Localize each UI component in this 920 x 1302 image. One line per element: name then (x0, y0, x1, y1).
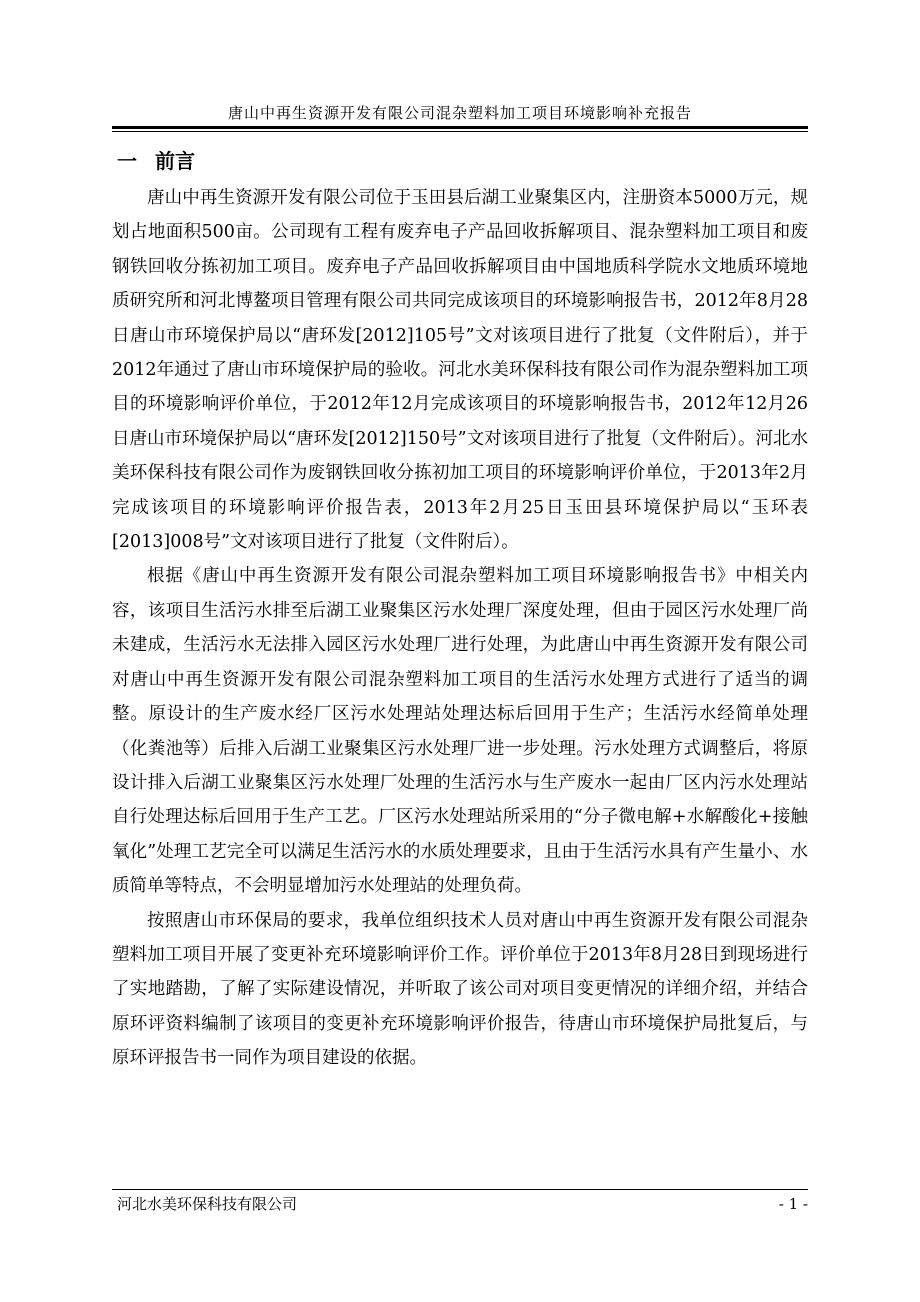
paragraph-assessment: 按照唐山市环保局的要求，我单位组织技术人员对唐山中再生资源开发有限公司混杂塑料加工项目开展了变更补充环境影响评价工作。评价单位于2013年8月28日到现场进行了实地踏勘，了解了实际建设情况，并听取了该公司对项目变更情况的详细介绍，并结合原环评资料编制了该项目的变更补充环境影响评价报告，待唐山市环境保护局批复后，与原环评报告书一同作为项目建设的依据。 (112, 910, 808, 1069)
footer-company: 河北水美环保科技有限公司 (117, 1195, 298, 1213)
paragraph-wastewater: 根据《唐山中再生资源开发有限公司混杂塑料加工项目环境影响报告书》中相关内容，该项目生活污水排至后湖工业聚集区污水处理厂深度处理，但由于园区污水处理厂尚未建成，生活污水无法排入园区污水处理厂进行处理，为此唐山中再生资源开发有限公司对唐山中再生资源开发有限公司混杂塑料加工项目的生活污水处理方式进行了适当的调整。原设计的生产废水经厂区污水处理站处理达标后回用于生产；生活污水经简单处理（化粪池等）后排入后湖工业聚集区污水处理厂进一步处理。污水处理方式调整后，将原设计排入后湖工业聚集区污水处理厂处理的生活污水与生产废水一起由厂区内污水处理站自行处理达标后回用于生产工艺。厂区污水处理站所采用的“分子微电解+水解酸化+接触氧化”处理工艺完全可以满足生活污水的水质处理要求，且由于生活污水具有产生量小、水质简单等特点，不会明显增加污水处理站的处理负荷。 (112, 566, 808, 897)
footer-page-number: - 1 - (778, 1195, 808, 1213)
paragraph-intro: 唐山中再生资源开发有限公司位于玉田县后湖工业聚集区内，注册资本5000万元，规划占地面积500亩。公司现有工程有废弃电子产品回收拆解项目、混杂塑料加工项目和废钢铁回收分拣初加工项目。废弃电子产品回收拆解项目由中国地质科学院水文地质环境地质研究所和河北博鳌项目管理有限公司共同完成该项目的环境影响报告书，2012年8月28日唐山市环境保护局以“唐环发[2012]105号”文对该项目进行了批复（文件附后），并于2012年通过了唐山市环境保护局的验收。河北水美环保科技有限公司作为混杂塑料加工项目的环境影响评价单位，于2012年12月完成该项目的环境影响报告书，2012年12月26日唐山市环境保护局以“唐环发[2012]150号”文对该项目进行了批复（文件附后）。河北水美环保科技有限公司作为废钢铁回收分拣初加工项目的环境影响评价单位，于2013年2月完成该项目的环境影响评价报告表，2013年2月25日玉田县环境保护局以“玉环表[2013]008号”文对该项目进行了批复（文件附后）。 (112, 188, 808, 553)
section-title: 前言 (155, 149, 195, 173)
footer-rule (112, 1189, 808, 1190)
header-rule-thick (112, 126, 808, 129)
header-rule-thin (112, 131, 808, 132)
section-number: 一 (117, 149, 137, 173)
running-header-title: 唐山中再生资源开发有限公司混杂塑料加工项目环境影响补充报告 (227, 104, 692, 122)
section-heading (117, 146, 195, 176)
body-text (112, 181, 808, 1076)
